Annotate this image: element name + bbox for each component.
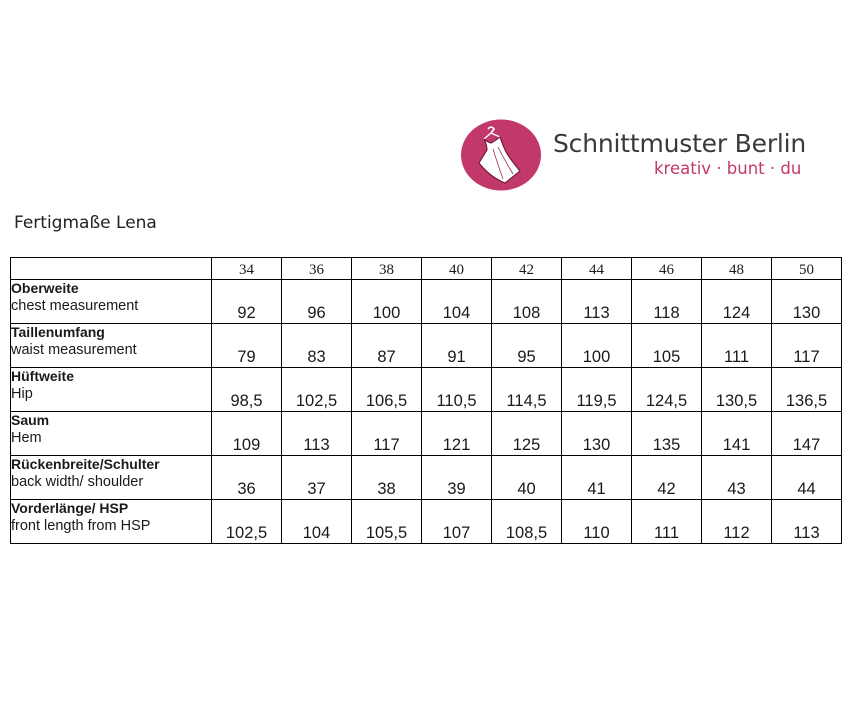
measurement-cell: 79 (212, 324, 282, 368)
row-label (11, 324, 212, 368)
measurement-cell: 108,5 (492, 500, 562, 544)
measurement-cell: 43 (702, 456, 772, 500)
measurement-cell: 136,5 (772, 368, 842, 412)
measurement-cell: 104 (422, 280, 492, 324)
measurement-cell: 105 (632, 324, 702, 368)
measurement-cell: 96 (282, 280, 352, 324)
row-label (11, 456, 212, 500)
measurement-cell: 130 (772, 280, 842, 324)
table-row-waist (11, 324, 842, 368)
size-header: 44 (562, 258, 632, 280)
measurement-cell: 41 (562, 456, 632, 500)
measurement-cell: 91 (422, 324, 492, 368)
measurement-cell: 141 (702, 412, 772, 456)
measurement-cell: 147 (772, 412, 842, 456)
measurement-cell: 125 (492, 412, 562, 456)
row-label-german: Vorderlänge/ HSP (11, 500, 129, 516)
row-label-german: Taillenumfang (11, 324, 105, 340)
measurement-cell: 113 (282, 412, 352, 456)
measurement-cell: 124 (702, 280, 772, 324)
measurement-cell: 100 (352, 280, 422, 324)
measurement-cell: 130,5 (702, 368, 772, 412)
brand-name: Schnittmuster Berlin (553, 129, 807, 158)
measurement-cell: 111 (632, 500, 702, 544)
measurement-cell: 44 (772, 456, 842, 500)
measurement-cell: 114,5 (492, 368, 562, 412)
measurement-cell: 92 (212, 280, 282, 324)
size-header: 46 (632, 258, 702, 280)
size-header: 50 (772, 258, 842, 280)
row-label (11, 368, 212, 412)
row-label-english: Hem (11, 430, 42, 446)
measurement-cell: 38 (352, 456, 422, 500)
row-label-english: back width/ shoulder (11, 474, 144, 490)
measurement-cell: 119,5 (562, 368, 632, 412)
measurement-cell: 100 (562, 324, 632, 368)
measurement-cell: 113 (772, 500, 842, 544)
brand-logo (460, 119, 805, 191)
row-label-english: chest measurement (11, 298, 139, 314)
measurement-cell: 107 (422, 500, 492, 544)
row-label-german: Saum (11, 412, 50, 428)
measurement-cell: 110,5 (422, 368, 492, 412)
row-label (11, 500, 212, 544)
measurement-cell: 130 (562, 412, 632, 456)
dress-on-hanger-icon (460, 119, 542, 191)
measurement-cell: 87 (352, 324, 422, 368)
size-header-row (11, 258, 842, 280)
size-header: 40 (422, 258, 492, 280)
document-title: Fertigmaße Lena (14, 213, 157, 233)
measurement-cell: 106,5 (352, 368, 422, 412)
size-header: 34 (212, 258, 282, 280)
size-chart-table (10, 257, 842, 544)
corner-cell (11, 258, 212, 280)
measurement-cell: 109 (212, 412, 282, 456)
row-label-german: Hüftweite (11, 368, 74, 384)
measurement-cell: 108 (492, 280, 562, 324)
table-row-front-length (11, 500, 842, 544)
row-label-english: Hip (11, 386, 33, 402)
measurement-cell: 95 (492, 324, 562, 368)
row-label-german: Oberweite (11, 280, 79, 296)
brand-tagline: kreativ · bunt · du (654, 159, 802, 178)
size-header: 48 (702, 258, 772, 280)
measurement-cell: 40 (492, 456, 562, 500)
table-row-back-width (11, 456, 842, 500)
row-label-german: Rückenbreite/Schulter (11, 456, 160, 472)
measurement-cell: 118 (632, 280, 702, 324)
measurement-cell: 102,5 (212, 500, 282, 544)
measurement-cell: 102,5 (282, 368, 352, 412)
measurement-cell: 113 (562, 280, 632, 324)
measurement-cell: 111 (702, 324, 772, 368)
size-header: 38 (352, 258, 422, 280)
row-label (11, 280, 212, 324)
measurement-cell: 117 (772, 324, 842, 368)
table-row-hip (11, 368, 842, 412)
measurement-cell: 42 (632, 456, 702, 500)
measurement-cell: 121 (422, 412, 492, 456)
measurement-cell: 112 (702, 500, 772, 544)
measurement-cell: 37 (282, 456, 352, 500)
measurement-cell: 98,5 (212, 368, 282, 412)
measurement-cell: 36 (212, 456, 282, 500)
table-row-chest (11, 280, 842, 324)
measurement-cell: 124,5 (632, 368, 702, 412)
measurement-cell: 110 (562, 500, 632, 544)
row-label (11, 412, 212, 456)
row-label-english: front length from HSP (11, 518, 151, 534)
measurement-cell: 83 (282, 324, 352, 368)
measurement-cell: 39 (422, 456, 492, 500)
size-header: 42 (492, 258, 562, 280)
measurement-cell: 104 (282, 500, 352, 544)
row-label-english: waist measurement (11, 342, 137, 358)
size-header: 36 (282, 258, 352, 280)
measurement-cell: 105,5 (352, 500, 422, 544)
measurement-cell: 117 (352, 412, 422, 456)
table-row-hem (11, 412, 842, 456)
measurement-cell: 135 (632, 412, 702, 456)
